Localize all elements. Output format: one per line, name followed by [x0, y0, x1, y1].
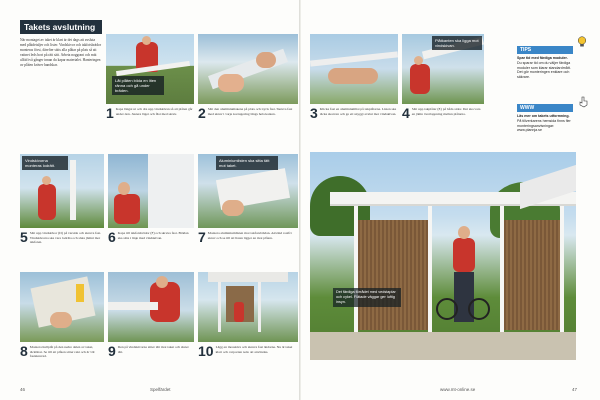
page-number-right: 47 [572, 387, 578, 392]
step-5: 5 Sätt upp vindskivor (D) på varsida och skruva fast. Vindskivorna ska vara lodräta och sluta jämnt mot takfoten. [20, 229, 102, 245]
step-4: 4 Sätt upp takplåtar (E) på båda sidor. Det ska vara en jämn överlappning mellan plåtarna. [402, 105, 481, 121]
step-1: 1 Kapa längst ut och dra upp vindskivan så att plåten går under den. Justera läget och fäst med skruv. [106, 105, 193, 121]
carport-photo [310, 152, 576, 360]
step-7: 7 Montera aluminiumlisten mot takfotsbrädan. Använd rostfri skruv och se till att listen ligger an mot plåten. [198, 229, 292, 245]
step-2: 2 Sätt den aluminiumskena på plats och tryck fast. Skruva fast med skruv i varje korrugering längs hela kanten. [198, 105, 293, 121]
article-title: Takets avslutning [20, 20, 102, 34]
lightbulb-icon [577, 36, 587, 48]
photo-step-10 [198, 272, 298, 342]
tips-heading: TIPS [517, 46, 573, 54]
photo-caption: Låt plåten bilda en liten ränna och gå under bräden. [112, 76, 164, 95]
www-heading: WWW [517, 104, 573, 112]
tips-body [517, 56, 573, 80]
spine-gutter [299, 0, 301, 400]
carport-photo-caption: Det färdiga förrådet med vedstaplar och cykel. Flätade väggar ger luftig insyn. [333, 288, 401, 307]
article-intro: När montaget av taket är klart är det dags att avsluta med plåtdetaljer och lister. Vindskivor och takfotsbrädor monteras först, därefter sätts alla plåtar på plats så att vattnet leds bort på rätt sätt. Arbeta noggrant och mät alltid två gånger innan du kapar materialet. Hanteringen av plåten kräver handskar. [20, 38, 102, 67]
tips-bold: Spar tid med färdiga moduler. [517, 56, 568, 60]
photo-caption: Plåtkanten ska ligga mot vindskivan. [432, 36, 482, 50]
magazine-name: Spelfärdet [150, 387, 171, 392]
step-8: 8 Montera hullplåt på den nedre delen av taket, täckbitar. Se till att plåten sitter rakt och är väl fastskruvad. [20, 343, 95, 359]
photo-step-2 [198, 34, 298, 104]
photo-step-3 [310, 34, 398, 104]
step-9: 9 Den på vindskivorna sitter tätt mot taket och sluter tätt. [108, 343, 189, 359]
photo-caption: Aluminiumlisten ska sitta tätt mot taket. [216, 156, 278, 170]
photo-step-1 [106, 34, 194, 104]
tips-text: Du sparar tid om du väljer färdiga moduler som klarar standardmått. Det gör monteringen enklare och säkrare. [517, 60, 571, 80]
www-bold: Läs mer om takets utformning. [517, 114, 570, 118]
photo-caption: Vindskivorna monteras lodrätt. [22, 156, 68, 170]
photo-step-4 [402, 34, 484, 104]
photo-step-8 [20, 272, 104, 342]
www-text: På tillverkarens hemsida finns fler monteringsanvisningar: www.plannja.se [517, 118, 571, 133]
hand-pointer-icon [578, 96, 588, 108]
step-6: 6 Kapa till takfotsbrädor (F) och skruva fast. Brädan ska sitta i linje med vindskivan. [108, 229, 189, 245]
photo-step-6 [108, 154, 194, 228]
photo-step-9 [108, 272, 194, 342]
www-body [517, 114, 573, 133]
step-3: 3 Klicka fast en aluminiumlist på takplåtarna. Listen ska täcka skarven och ge ett snyggt avslut mot vindskivan. [310, 105, 397, 121]
photo-step-5 [20, 154, 104, 228]
photo-step-7 [198, 154, 298, 228]
step-10: 10 Lägg en mosskiva och skruva fast ändarna. Nu är taket klart och carporten redo att användas. [198, 343, 293, 359]
page-number-left: 46 [20, 387, 26, 392]
website-url: www.mt-online.se [440, 387, 476, 392]
